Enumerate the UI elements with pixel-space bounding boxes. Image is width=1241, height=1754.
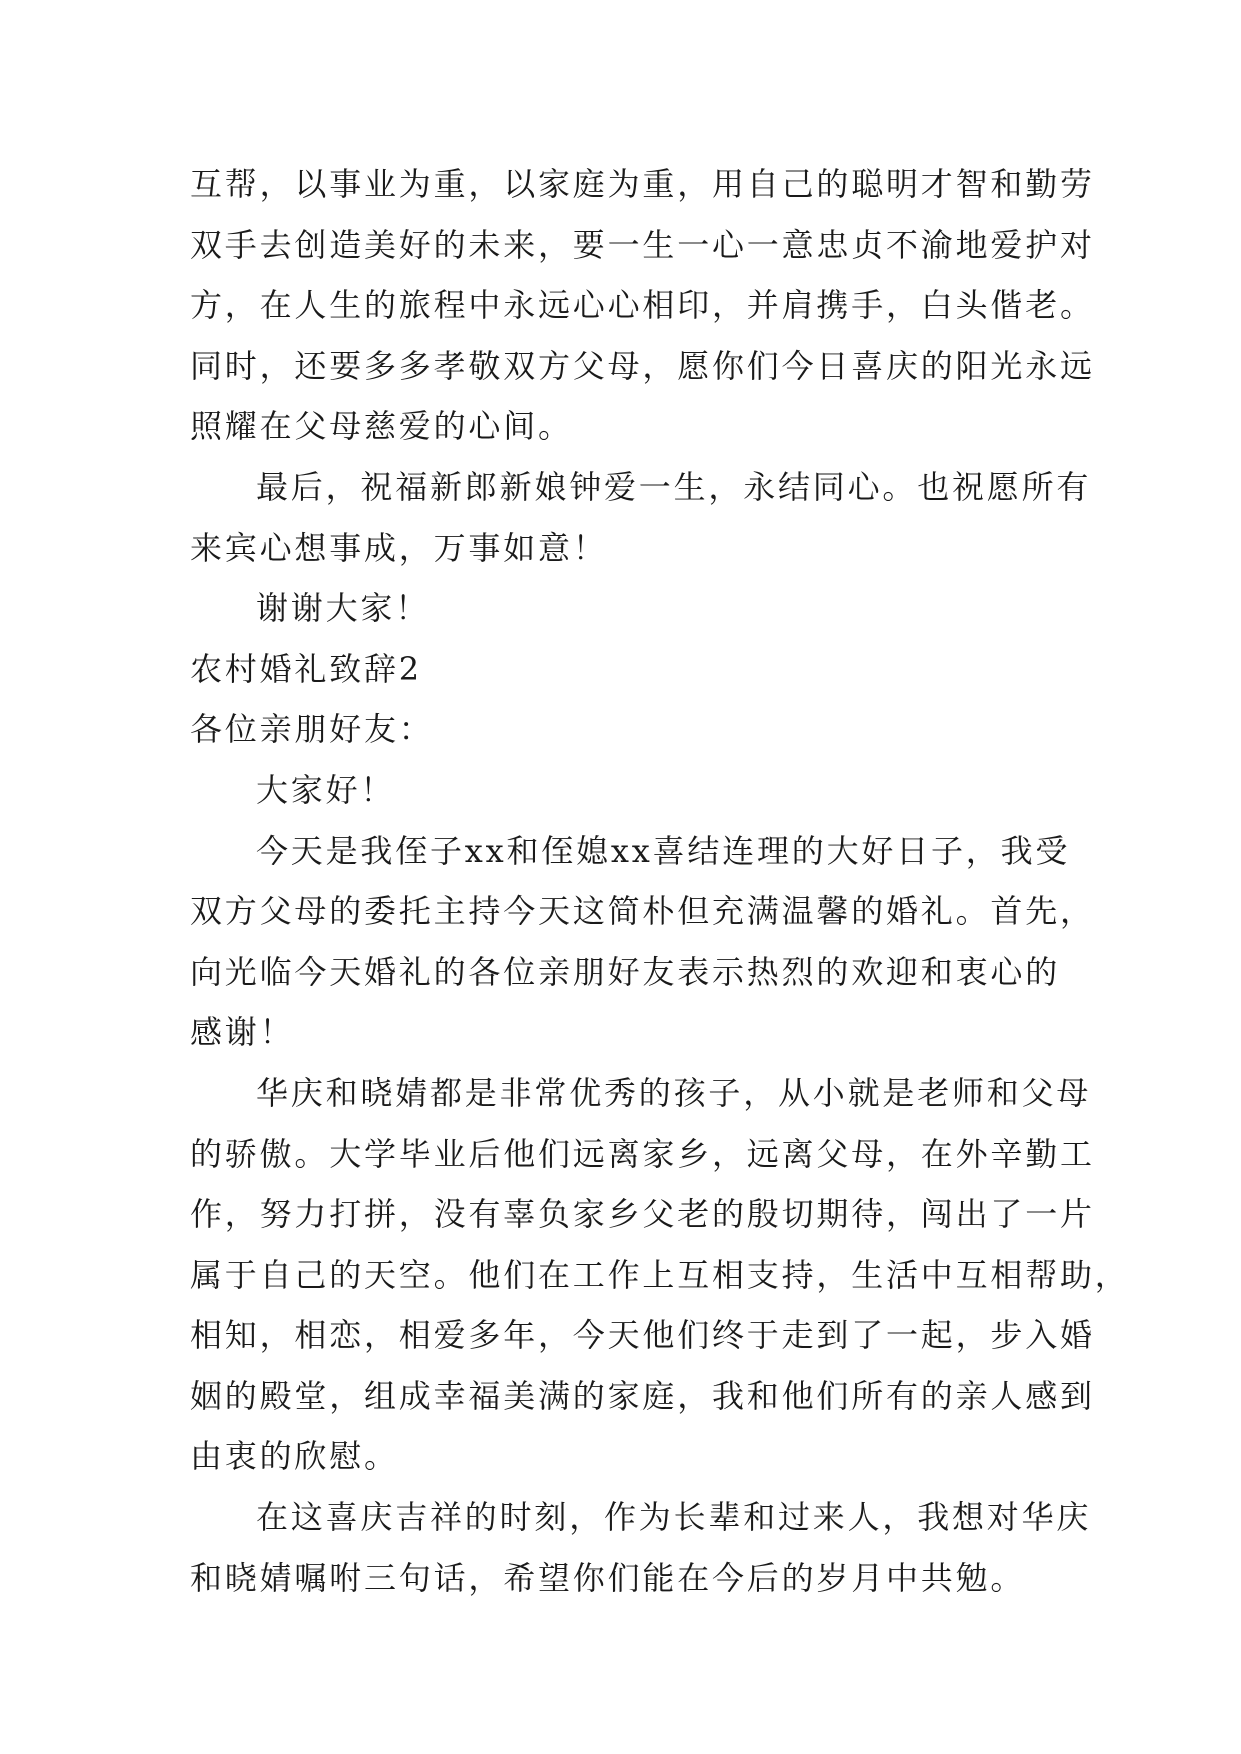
- text-line: 由衷的欣慰。: [190, 1437, 399, 1476]
- text-line: 姻的殿堂，组成幸福美满的家庭，我和他们所有的亲人感到: [190, 1376, 1095, 1415]
- salutation: 各位亲朋好友：: [190, 710, 434, 749]
- text-line: 最后，祝福新郎新娘钟爱一生，永结同心。也祝愿所有: [256, 467, 1092, 506]
- text-line: 相知，相恋，相爱多年，今天他们终于走到了一起，步入婚: [190, 1316, 1095, 1355]
- text-line: 双手去创造美好的未来，要一生一心一意忠贞不渝地爱护对: [190, 225, 1095, 264]
- greeting: 大家好！: [256, 770, 396, 809]
- text-line: 向光临今天婚礼的各位亲朋好友表示热烈的欢迎和衷心的: [190, 952, 1061, 991]
- text-line: 方，在人生的旅程中永远心心相印，并肩携手，白头偕老。: [190, 286, 1095, 325]
- text-line: 属于自己的天空。他们在工作上互相支持，生活中互相帮助，: [190, 1255, 1130, 1294]
- text-line: 同时，还要多多孝敬双方父母，愿你们今日喜庆的阳光永远: [190, 346, 1095, 385]
- text-line: 双方父母的委托主持今天这简朴但充满温馨的婚礼。首先，: [190, 892, 1095, 931]
- text-line: 和晓婧嘱咐三句话，希望你们能在今后的岁月中共勉。: [190, 1558, 1026, 1597]
- text-line: 的骄傲。大学毕业后他们远离家乡，远离父母，在外辛勤工: [190, 1134, 1095, 1173]
- text-line: 感谢！: [190, 1013, 295, 1052]
- text-line: 今天是我侄子xx和侄媳xx喜结连理的大好日子，我受: [256, 831, 1071, 870]
- text-line: 在这喜庆吉祥的时刻，作为长辈和过来人，我想对华庆: [256, 1498, 1092, 1537]
- text-line: 作，努力打拼，没有辜负家乡父老的殷切期待，闯出了一片: [190, 1195, 1095, 1234]
- text-line: 华庆和晓婧都是非常优秀的孩子，从小就是老师和父母: [256, 1073, 1092, 1112]
- document-body: [190, 154, 1130, 1608]
- text-line: 照耀在父母慈爱的心间。: [190, 407, 573, 446]
- text-line: 谢谢大家！: [256, 589, 431, 628]
- text-line: 互帮，以事业为重，以家庭为重，用自己的聪明才智和勤劳: [190, 165, 1095, 203]
- section-heading: 农村婚礼致辞2: [190, 649, 422, 688]
- text-line: 来宾心想事成，万事如意！: [190, 528, 608, 567]
